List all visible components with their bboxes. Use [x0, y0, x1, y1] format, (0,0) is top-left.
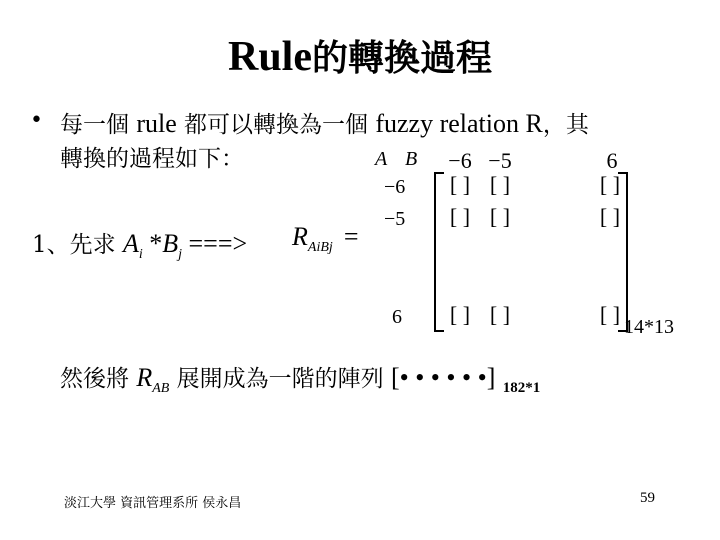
step1-prefix: 1、先求 [32, 232, 116, 258]
matrix-cell: [ ] [599, 302, 621, 327]
matrix-col-header: −6 [448, 148, 472, 173]
matrix-cell: [ ] [489, 204, 511, 229]
step1-B: B [162, 229, 179, 258]
relation-equals: = [343, 222, 359, 251]
bullet-line-1-rule: rule [136, 109, 177, 138]
step1-i: i [138, 247, 143, 262]
step2-R-sub: AB [152, 381, 170, 396]
footer-affiliation: 淡江大學 資訊管理系所 侯永昌 [64, 496, 242, 511]
title-latin: Rule [227, 34, 312, 80]
matrix-row-header: 6 [392, 306, 402, 328]
bullet-line-1 [60, 106, 589, 139]
slide-title [0, 30, 720, 81]
matrix-cell: [ ] [489, 302, 511, 327]
bullet-dot: • [30, 108, 43, 133]
matrix-row-header: −6 [384, 176, 406, 198]
step2-text-a: 然後將 [60, 366, 129, 392]
matrix-cell: [ ] [449, 204, 471, 229]
matrix-cell: [ ] [599, 172, 621, 197]
relation-R: R [292, 222, 308, 251]
step2-R: R [136, 363, 153, 392]
bullet-line-1-cjk-b: 都可以轉換為一個 [184, 112, 369, 138]
matrix-cell: [ ] [449, 302, 471, 327]
bullet-line-1-cjk-c: ，其 [542, 112, 589, 138]
step2-line [60, 360, 540, 397]
step2-array: [• • • • • •] [390, 363, 496, 392]
bullet-line-2: 轉換的過程如下： [60, 146, 244, 172]
matrix-col-header: −5 [488, 148, 512, 173]
bullet-line-1-cjk-a: 每一個 [60, 112, 129, 138]
page-number: 59 [640, 490, 655, 506]
step1-star: * [142, 229, 163, 258]
relation-label [292, 222, 359, 256]
matrix-cell: [ ] [489, 172, 511, 197]
matrix-row-header: −5 [384, 208, 406, 230]
matrix-corner-a: A [375, 148, 388, 170]
step2-text-b: 展開成為一階的陣列 [176, 366, 384, 392]
matrix-corner-b: B [405, 148, 418, 170]
title-cjk: 的轉換過程 [311, 37, 492, 79]
step1-j: j [178, 247, 183, 262]
step1-arrow: ===> [182, 229, 248, 258]
relation-sub: AiBj [307, 240, 333, 255]
bullet-line-1-fuzzy: fuzzy relation R [375, 109, 543, 138]
matrix-size: 14*13 [624, 316, 674, 338]
matrix-cell: [ ] [449, 172, 471, 197]
matrix-cell: [ ] [599, 204, 621, 229]
matrix-col-header: 6 [606, 148, 618, 173]
step1-line [32, 226, 247, 263]
step1-A: A [122, 229, 139, 258]
step2-size: 182*1 [502, 380, 541, 396]
